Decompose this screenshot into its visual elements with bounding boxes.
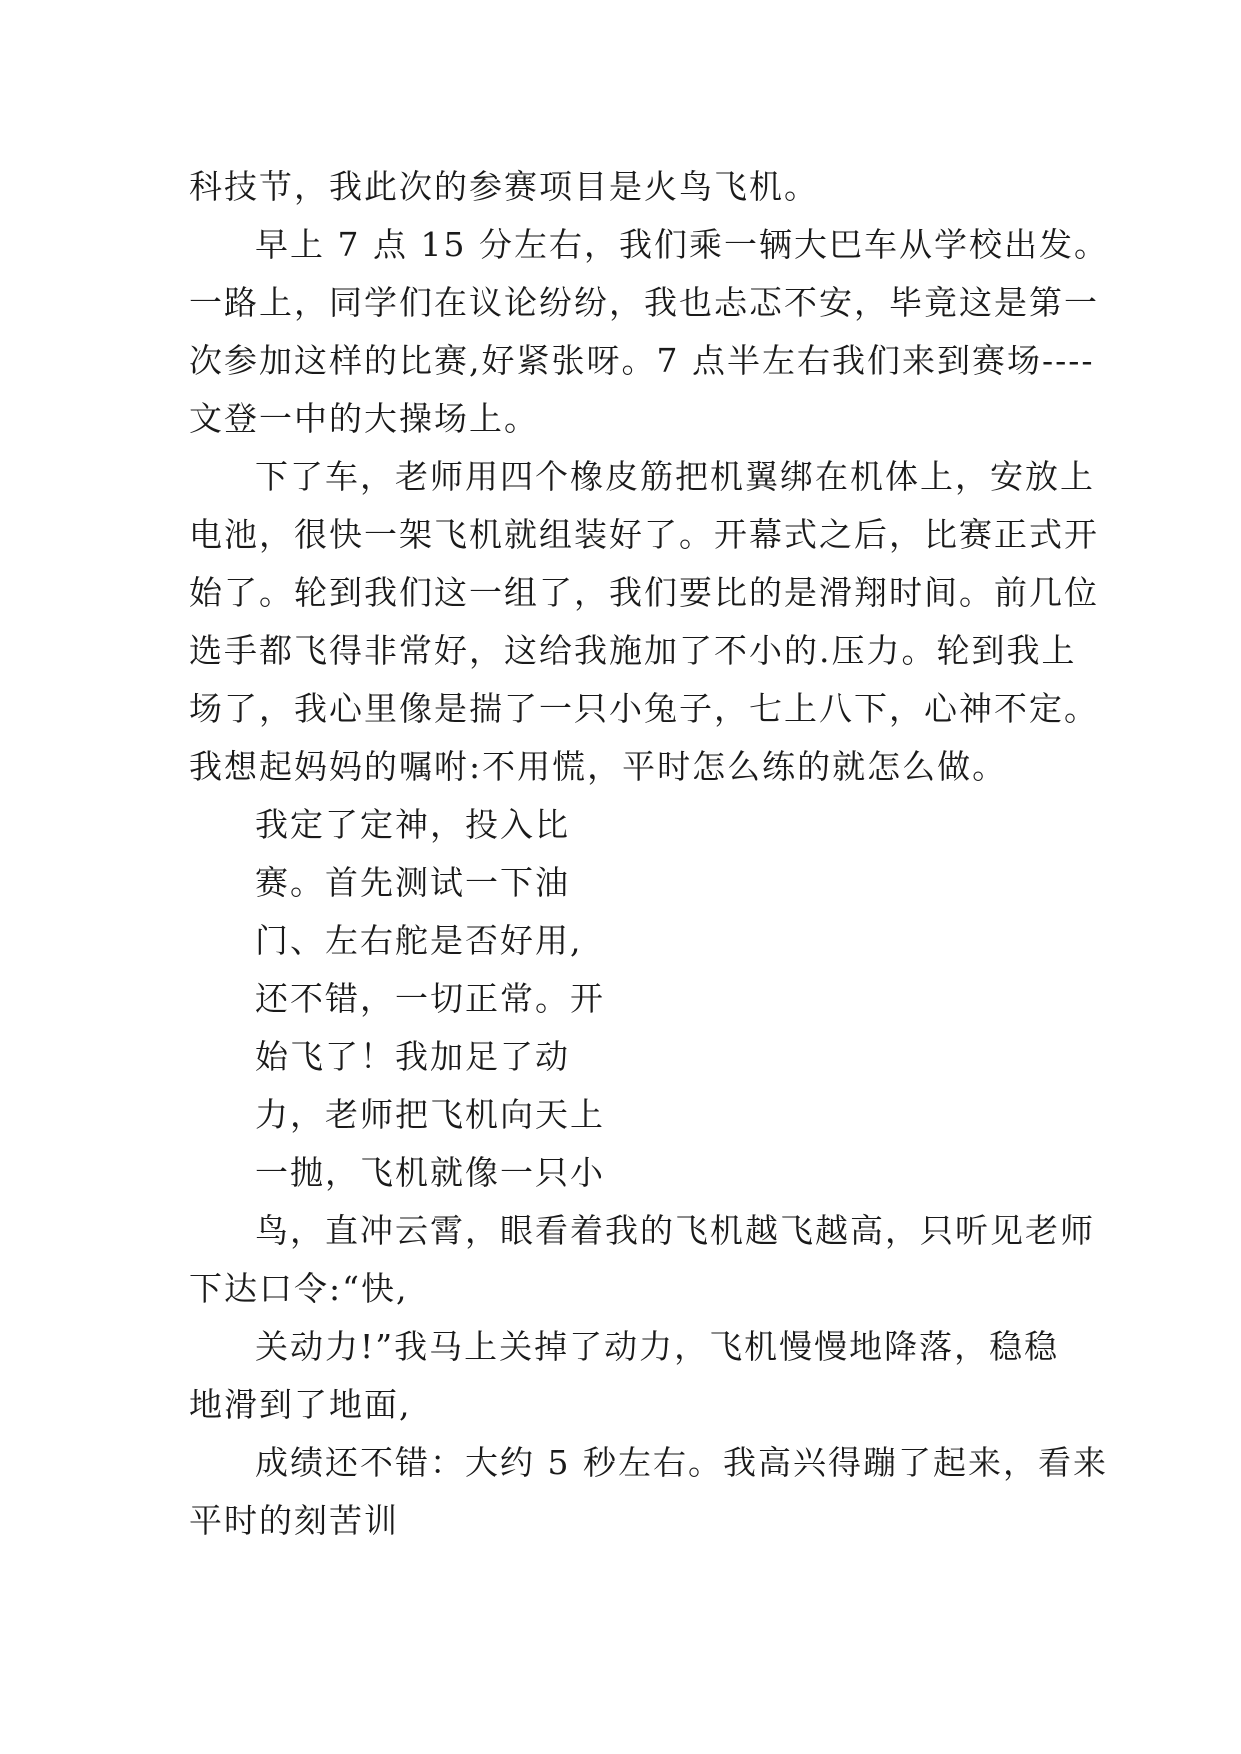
text-line: 地滑到了地面,	[189, 1385, 412, 1424]
text-line: 鸟，直冲云霄，眼看着我的飞机越飞越高，只听见老师	[255, 1211, 1095, 1250]
text-line: 科技节，我此次的参赛项目是火鸟飞机。	[189, 167, 819, 206]
text-line: 平时的刻苦训	[189, 1501, 399, 1540]
text-line: 次参加这样的比赛,好紧张呀。7 点半左右我们来到赛场----	[189, 341, 1095, 380]
text-line: 力，老师把飞机向天上	[255, 1095, 605, 1134]
text-line: 始了。轮到我们这一组了，我们要比的是滑翔时间。前几位	[189, 573, 1099, 612]
text-line: 我想起妈妈的嘱咐:不用慌，平时怎么练的就怎么做。	[189, 747, 1008, 786]
text-line: 一路上，同学们在议论纷纷，我也忐忑不安，毕竟这是第一	[189, 283, 1099, 322]
text-line: 门、左右舵是否好用,	[255, 921, 583, 960]
text-line: 我定了定神，投入比	[255, 805, 570, 844]
text-line: 关动力!”我马上关掉了动力，飞机慢慢地降落，稳稳	[255, 1327, 1060, 1366]
text-line: 文登一中的大操场上。	[189, 399, 539, 438]
text-line: 电池，很快一架飞机就组装好了。开幕式之后，比赛正式开	[189, 515, 1099, 554]
text-line: 场了，我心里像是揣了一只小兔子，七上八下，心神不定。	[189, 689, 1099, 728]
text-line: 一抛，飞机就像一只小	[255, 1153, 605, 1192]
text-line: 赛。首先测试一下油	[255, 863, 570, 902]
text-line: 下了车，老师用四个橡皮筋把机翼绑在机体上，安放上	[255, 457, 1095, 496]
text-line: 下达口令:“快,	[189, 1269, 409, 1308]
text-line: 还不错，一切正常。开	[255, 979, 605, 1018]
text-line: 成绩还不错：大约 5 秒左右。我高兴得蹦了起来，看来	[255, 1443, 1108, 1482]
text-line: 始飞了！我加足了动	[255, 1037, 570, 1076]
essay-body	[189, 158, 1109, 1550]
text-line: 选手都飞得非常好，这给我施加了不小的.压力。轮到我上	[189, 631, 1077, 670]
text-line: 早上 7 点 15 分左右，我们乘一辆大巴车从学校出发。	[255, 225, 1109, 264]
